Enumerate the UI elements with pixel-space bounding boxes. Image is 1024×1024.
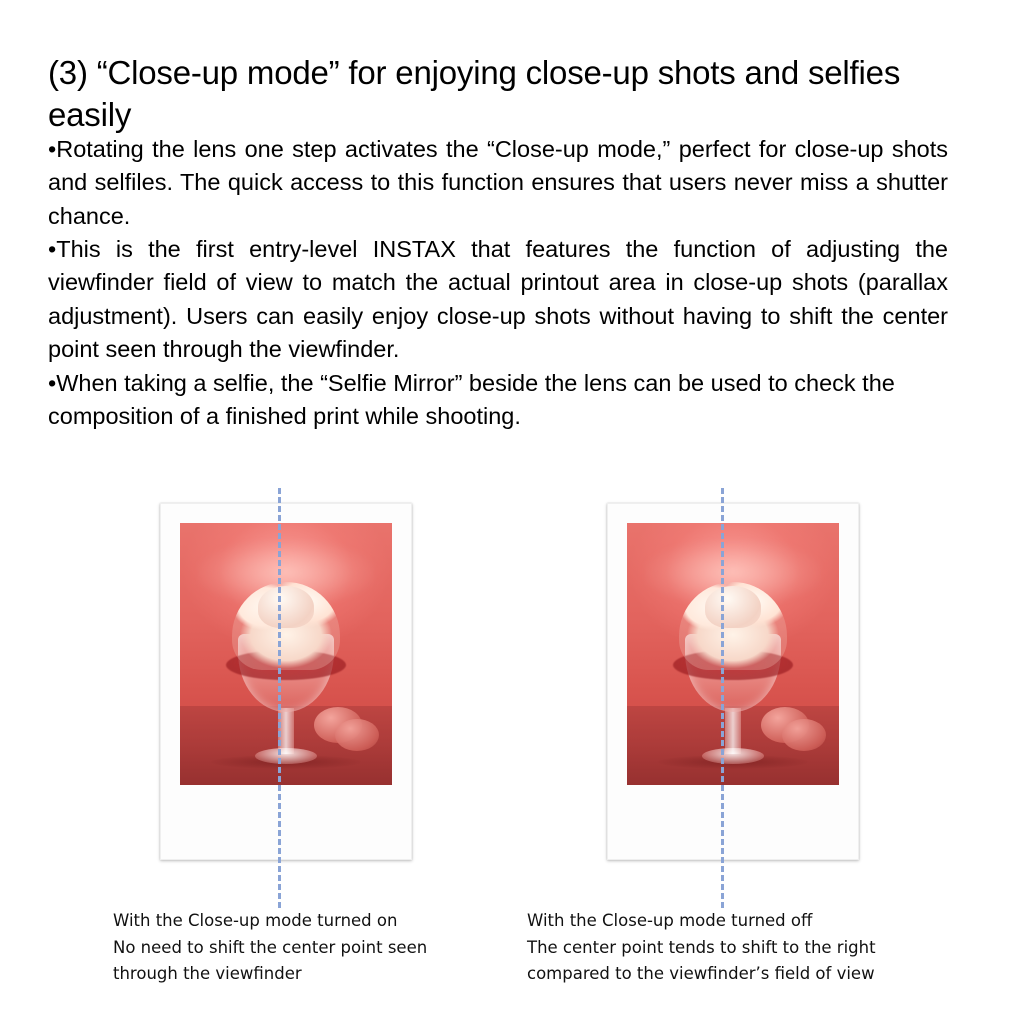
bullet-3: •When taking a selfie, the “Selfie Mirror” beside the lens can be used to check the composition of a finished print while shooting. [48, 369, 895, 429]
caption-line: With the Close-up mode turned off [527, 911, 813, 930]
photo-image-close-up-off [627, 523, 839, 785]
caption-close-up-on [113, 908, 513, 988]
caption-row [0, 908, 1024, 1008]
figure-row [0, 470, 1024, 900]
body-text [48, 133, 948, 433]
instant-print-close-up-on [160, 503, 412, 860]
caption-line: With the Close-up mode turned on [113, 911, 398, 930]
caption-line: through the viewfinder [113, 964, 302, 984]
instant-print-close-up-off [607, 503, 859, 860]
caption-line: No need to shift the center point seen [113, 937, 428, 957]
sundae-photo-artwork [180, 523, 392, 785]
sundae-photo-artwork [627, 523, 839, 785]
bullet-1: •Rotating the lens one step activates the “Close-up mode,” perfect for close-up shots and selfiles. The quick access to this function ensures that users never miss a shutter chance. [48, 136, 948, 229]
caption-close-up-off [527, 908, 947, 988]
center-line-icon-right [721, 488, 724, 908]
bullet-2: •This is the first entry-level INSTAX that features the function of adjusting the viewfinder field of view to match the actual printout area in close-up shots (parallax adjustment). Users can easily enjoy close-up shots without having to shift the center point seen through the viewfinder. [48, 236, 948, 363]
photo-image-close-up-on [180, 523, 392, 785]
center-line-icon-left [278, 488, 281, 908]
caption-line: The center point tends to shift to the right [527, 937, 876, 957]
page-title: (3) “Close-up mode” for enjoying close-up shots and selfies easily [48, 54, 901, 134]
caption-line: compared to the viewfinder’s field of view [527, 964, 875, 984]
